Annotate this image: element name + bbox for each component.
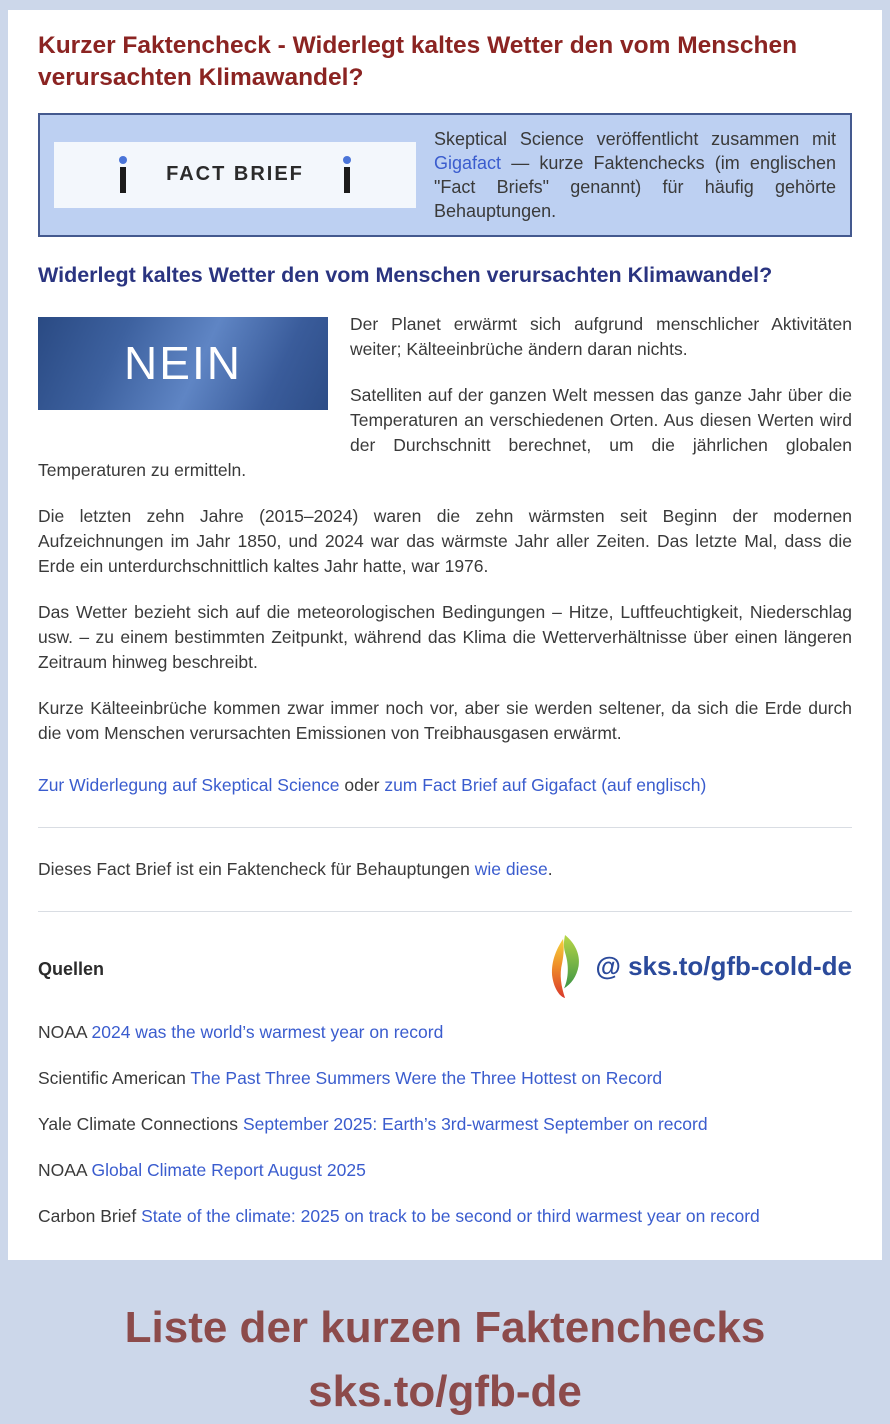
source-publisher: Carbon Brief [38, 1205, 137, 1226]
paragraph-2: Satelliten auf der ganzen Welt messen das ganze Jahr über die Temperaturen an verschiedenen Orten. Aus diesen Werten wird der Durchschnitt berechnet, um die jährlichen globalen Temperaturen zu ermitteln. [38, 384, 852, 480]
source-publisher: Scientific American [38, 1067, 186, 1088]
source-link[interactable]: September 2025: Earth’s 3rd-warmest September on record [242, 1113, 708, 1134]
divider [38, 827, 852, 828]
skeptical-science-flame-icon [548, 935, 584, 999]
source-link[interactable]: 2024 was the world’s warmest year on record [91, 1021, 444, 1042]
skeptical-science-refutation-link[interactable]: Zur Widerlegung auf Skeptical Science [38, 774, 340, 795]
source-item [38, 1112, 852, 1137]
info-i-icon [344, 167, 350, 193]
paragraph-5: Kurze Kälteeinbrüche kommen zwar immer noch vor, aber sie werden seltener, da sich die Erde durch die vom Menschen verursachten Emissionen von Treibhausgasen erwärmt. [38, 697, 852, 743]
source-link[interactable]: The Past Three Summers Were the Three Hottest on Record [190, 1067, 663, 1088]
source-item [38, 1204, 852, 1229]
source-link[interactable]: Global Climate Report August 2025 [91, 1159, 366, 1180]
divider [38, 911, 852, 912]
claims-line [38, 857, 852, 882]
footer-url: sks.to/gfb-de [308, 1366, 582, 1416]
source-item [38, 1158, 852, 1183]
source-publisher: NOAA [38, 1021, 87, 1042]
claims-period: . [547, 858, 553, 879]
source-publisher: NOAA [38, 1159, 87, 1180]
footer [0, 1260, 890, 1424]
sources-header [38, 941, 852, 999]
intro-text-before: Skeptical Science veröffentlicht zusammen mit [434, 128, 836, 149]
answer-section [38, 312, 852, 746]
source-item [38, 1066, 852, 1091]
source-item [38, 1020, 852, 1045]
paragraph-3: Die letzten zehn Jahre (2015–2024) waren die zehn wärmsten seit Beginn der modernen Aufzeichnungen im Jahr 1850, und 2024 war das wärmste Jahr aller Zeiten. Das letzte Mal, dass die Erde ein unterdurchschnittlich kaltes Jahr hatte, war 1976. [38, 505, 852, 576]
short-url-text: @ sks.to/gfb-cold-de [595, 951, 852, 982]
refutation-links-line [38, 773, 852, 798]
intro-text [434, 127, 836, 223]
question-heading: Widerlegt kaltes Wetter den vom Menschen verursachten Klimawandel? [38, 262, 773, 287]
sources-list [38, 1020, 852, 1229]
claims-like-this-link[interactable]: wie diese [474, 858, 548, 879]
short-url-badge [548, 935, 852, 999]
gigafact-link[interactable]: Gigafact [434, 152, 502, 173]
footer-title: Liste der kurzen Faktenchecks [124, 1302, 766, 1352]
verdict-box [38, 317, 328, 410]
fact-brief-card [8, 10, 882, 1260]
paragraph-4: Das Wetter bezieht sich auf die meteorologischen Bedingungen – Hitze, Luftfeuchtigkeit, Niederschlag usw. – zu einem bestimmten Zeitpunkt, während das Klima die Wetterverhältnisse über einen längeren Zeitraum hinweg beschreibt. [38, 601, 852, 672]
fact-brief-infobox [38, 113, 852, 237]
links-connector: oder [344, 774, 380, 795]
gigafact-fact-brief-link[interactable]: zum Fact Brief auf Gigafact (auf englisch) [384, 774, 707, 795]
fact-brief-logo-label: FACT BRIEF [166, 163, 304, 186]
source-link[interactable]: State of the climate: 2025 on track to be second or third warmest year on record [141, 1205, 760, 1226]
source-publisher: Yale Climate Connections [38, 1113, 239, 1134]
fact-brief-logo [54, 142, 416, 208]
paragraph-1: Der Planet erwärmt sich aufgrund menschlicher Aktivitäten weiter; Kälteeinbrüche ändern daran nichts. [350, 313, 852, 359]
claims-text: Dieses Fact Brief ist ein Faktencheck für Behauptungen [38, 858, 470, 879]
sources-heading: Quellen [38, 959, 105, 980]
page-title: Kurzer Faktencheck - Widerlegt kaltes Wetter den vom Menschen verursachten Klimawandel? [38, 32, 798, 92]
verdict-label: NEIN [124, 337, 242, 390]
info-i-icon [120, 167, 126, 193]
intro-text-after: — kurze Faktenchecks (im englischen "Fact Briefs" genannt) für häufig gehörte Behauptungen. [434, 152, 836, 221]
